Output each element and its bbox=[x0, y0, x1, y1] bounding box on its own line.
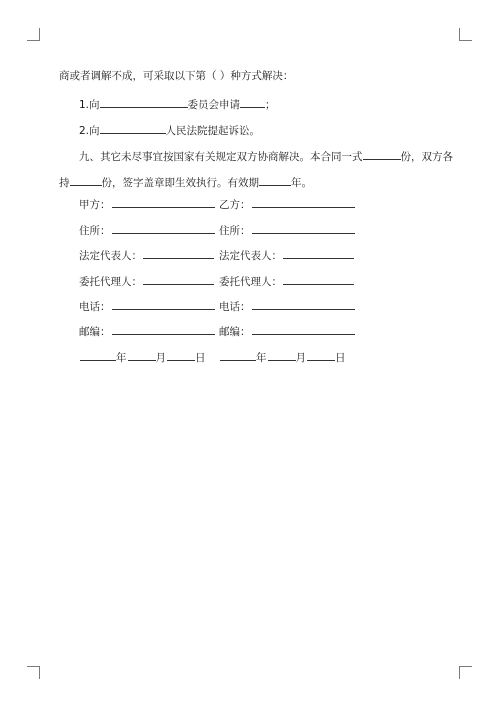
validity-years-blank bbox=[259, 174, 291, 186]
party-b-agent-field: 委托代理人： bbox=[219, 273, 354, 289]
option-2-line: 2.向 人民法院提起诉讼。 bbox=[79, 122, 260, 138]
party-b-legal-rep-field: 法定代表人： bbox=[219, 247, 354, 263]
clause-nine-continued: 持 份，签字盖章即生效执行。有效期 年。 bbox=[59, 174, 312, 190]
court-blank bbox=[100, 122, 166, 134]
copies-blank bbox=[363, 148, 401, 160]
each-party-copies-blank bbox=[70, 174, 102, 186]
option-1-line: 1.向 委员会申请 ； bbox=[79, 96, 276, 112]
party-a-legal-rep-field: 法定代表人： bbox=[79, 247, 214, 263]
corner-mark-top-left bbox=[27, 28, 40, 41]
arbitration-committee-blank bbox=[100, 96, 188, 108]
party-b-field: 乙方： bbox=[219, 196, 355, 212]
party-a-date: 年 月 日 bbox=[79, 349, 206, 365]
party-a-field: 甲方： bbox=[79, 196, 215, 212]
party-b-phone-field: 电话： bbox=[219, 298, 355, 314]
party-b-address-field: 住所： bbox=[219, 222, 355, 238]
corner-mark-bottom-left bbox=[27, 666, 40, 679]
corner-mark-top-right bbox=[459, 28, 472, 41]
party-a-agent-field: 委托代理人： bbox=[79, 273, 214, 289]
party-a-address-field: 住所： bbox=[79, 222, 215, 238]
application-blank bbox=[240, 96, 265, 108]
clause-nine-line: 九、其它未尽事宜按国家有关规定双方协商解决。本合同一式 份，双方各 bbox=[79, 148, 453, 164]
party-b-postcode-field: 邮编： bbox=[219, 323, 355, 339]
party-a-phone-field: 电话： bbox=[79, 298, 215, 314]
dispute-resolution-intro: 商或者调解不成，可采取以下第（ ）种方式解决： bbox=[59, 70, 294, 82]
party-a-postcode-field: 邮编： bbox=[79, 323, 215, 339]
party-b-date: 年 月 日 bbox=[219, 349, 346, 365]
corner-mark-bottom-right bbox=[459, 666, 472, 679]
